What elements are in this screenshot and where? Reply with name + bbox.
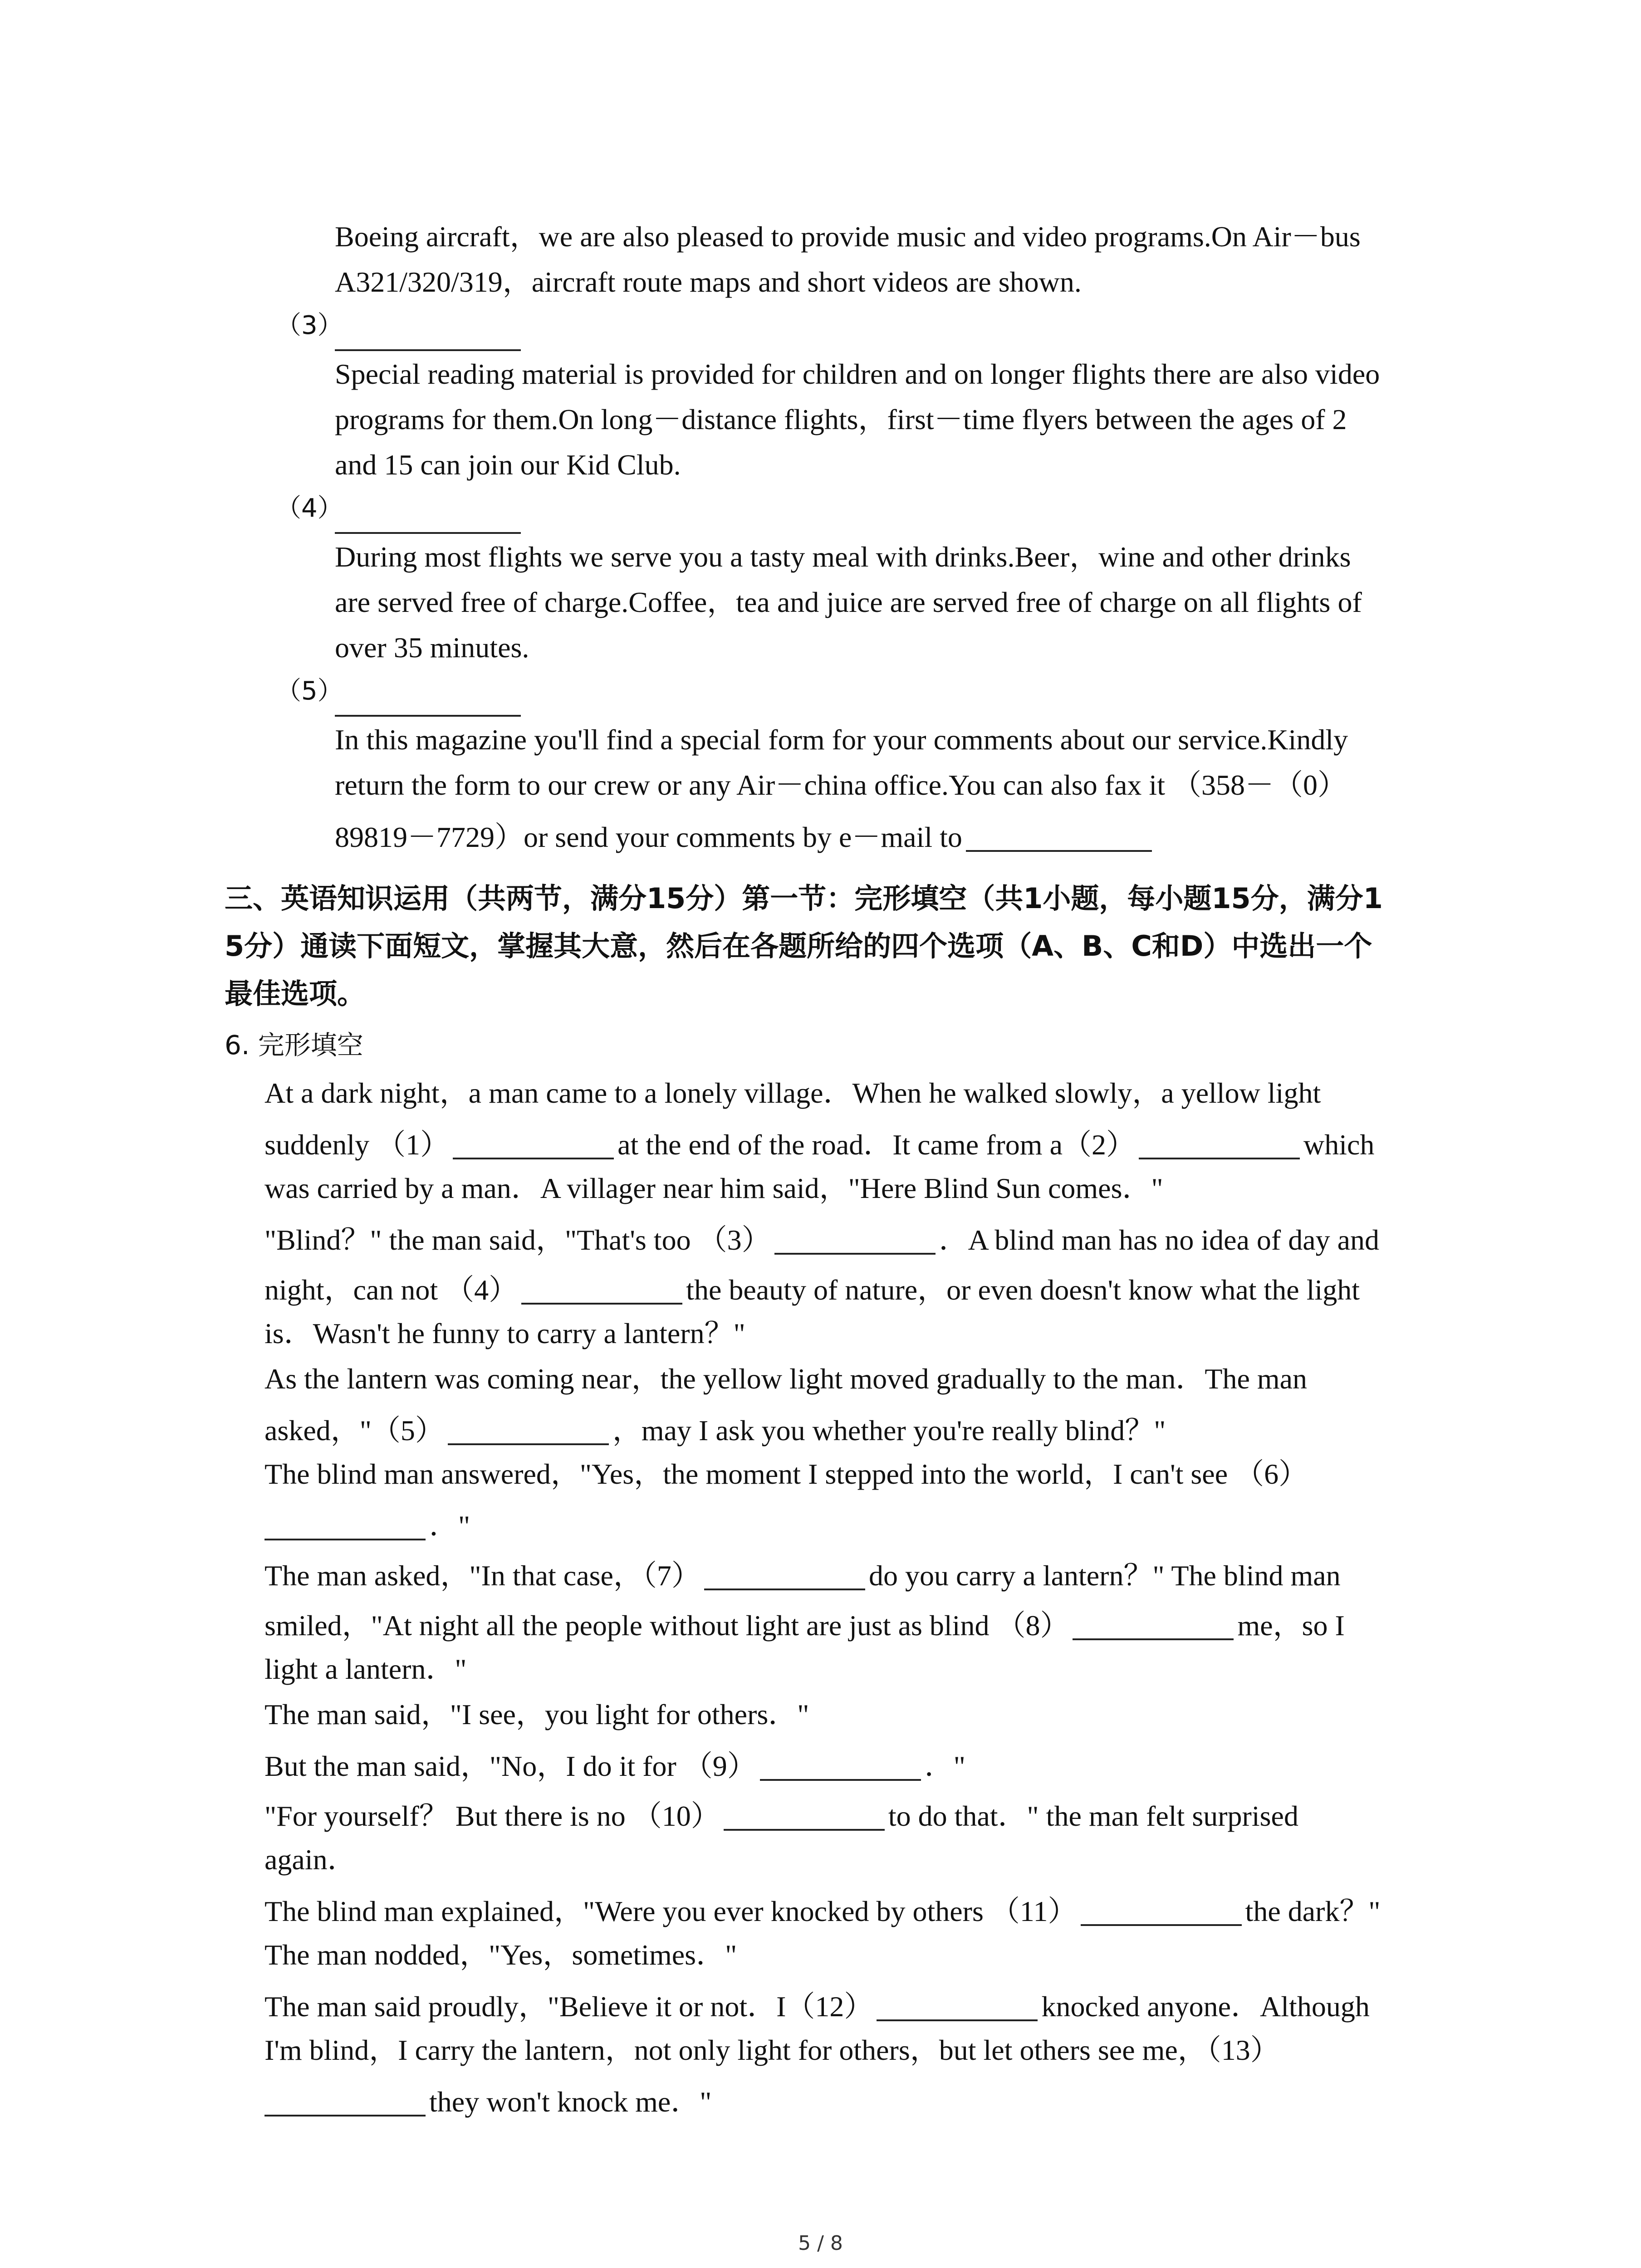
cloze-blank-4 [521, 1274, 682, 1305]
reading-text-line: Boeing aircraft，we are also pleased to provide music and video programs.On Air－bus [335, 220, 1361, 253]
cloze-line: ．" [265, 1510, 470, 1540]
cloze-blank-8 [1073, 1609, 1234, 1640]
answer-blank [335, 532, 521, 534]
cloze-line: asked，"（5） ，may I ask you whether you're really blind？" [265, 1414, 1166, 1447]
page-number: 5 / 8 [798, 2232, 843, 2255]
cloze-line: "Blind？" the man said，"That's too （3） ．A blind man has no idea of day and [265, 1224, 1380, 1256]
cloze-blank-13 [265, 2086, 426, 2116]
cloze-line: suddenly （1） at the end of the road．It came from a（2） which [265, 1129, 1375, 1161]
cloze-blank-12 [877, 1990, 1038, 2021]
section-heading: 5分）通读下面短文，掌握其大意，然后在各题所给的四个选项（A、B、C和D）中选出一个 [225, 929, 1372, 963]
cloze-line: I'm blind，I carry the lantern，not only light for others，but let others see me，（13） [265, 2034, 1279, 2066]
item-number: （5） [276, 676, 343, 706]
answer-blank [335, 349, 521, 351]
cloze-line: But the man said，"No，I do it for （9） ．" [265, 1750, 965, 1782]
reading-text-line: In this magazine you'll find a special form for your comments about our service.Kindly [335, 723, 1348, 756]
reading-text-line: Special reading material is provided for children and on longer flights there are also video [335, 358, 1380, 390]
cloze-line: is．Wasn't he funny to carry a lantern？" [265, 1317, 745, 1349]
question-label: 6. 完形填空 [225, 1030, 363, 1061]
cloze-blank-6 [265, 1510, 426, 1540]
answer-blank [335, 715, 521, 717]
cloze-blank-3 [774, 1224, 936, 1255]
cloze-line: they won't knock me．" [265, 2086, 711, 2116]
cloze-line: The man said proudly，"Believe it or not．I（12） knocked anyone．Although [265, 1990, 1370, 2023]
reading-text-line: are served free of charge.Coffee，tea and juice are served free of charge on all flights of [335, 586, 1362, 618]
reading-text-line: return the form to our crew or any Air－china office.You can also fax it （358－（0） [335, 769, 1347, 801]
item-number: （3） [276, 311, 343, 340]
cloze-line: smiled，"At night all the people without light are just as blind （8） me，so I [265, 1609, 1345, 1642]
section-heading: 三、英语知识运用（共两节，满分15分）第一节：完形填空（共1小题，每小题15分，满分1 [225, 882, 1383, 915]
cloze-blank-2 [1139, 1129, 1300, 1159]
cloze-line: The man said，"I see，you light for others．" [265, 1698, 809, 1730]
cloze-blank-10 [724, 1800, 885, 1831]
cloze-line: The man asked，"In that case，（7） do you carry a lantern？" The blind man [265, 1559, 1341, 1592]
cloze-line: night，can not （4） the beauty of nature，or even doesn't know what the light [265, 1274, 1360, 1306]
cloze-line: At a dark night，a man came to a lonely village．When he walked slowly，a yellow light [265, 1077, 1321, 1109]
cloze-line: again． [265, 1843, 357, 1876]
cloze-line: light a lantern．" [265, 1653, 467, 1685]
cloze-line: The blind man explained，"Were you ever knocked by others （11） the dark？" [265, 1895, 1381, 1927]
cloze-blank-11 [1081, 1895, 1242, 1926]
reading-text-line: A321/320/319，aircraft route maps and short videos are shown. [335, 266, 1082, 298]
cloze-line: As the lantern was coming near，the yellow light moved gradually to the man．The man [265, 1363, 1308, 1395]
item-number: （4） [276, 494, 343, 523]
cloze-blank-1 [453, 1129, 614, 1159]
cloze-blank-9 [760, 1750, 921, 1781]
cloze-line: The man nodded，"Yes，sometimes．" [265, 1939, 737, 1971]
answer-blank [966, 821, 1152, 852]
reading-text-line: 89819－7729）or send your comments by e－mail to [335, 821, 1156, 852]
cloze-blank-5 [448, 1414, 609, 1445]
section-heading: 最佳选项。 [225, 977, 366, 1010]
reading-text-line: During most flights we serve you a tasty meal with drinks.Beer，wine and other drinks [335, 541, 1351, 573]
cloze-line: The blind man answered，"Yes，the moment I stepped into the world，I can't see （6） [265, 1458, 1308, 1490]
reading-text-line: over 35 minutes. [335, 631, 529, 664]
cloze-line: was carried by a man．A villager near him said，"Here Blind Sun comes．" [265, 1172, 1163, 1204]
cloze-line: "For yourself？ But there is no （10） to do that．" the man felt surprised [265, 1800, 1298, 1832]
reading-text-line: and 15 can join our Kid Club. [335, 449, 681, 481]
cloze-blank-7 [704, 1559, 865, 1590]
reading-text-line: programs for them.On long－distance flights，first－time flyers between the ages of 2 [335, 403, 1347, 435]
